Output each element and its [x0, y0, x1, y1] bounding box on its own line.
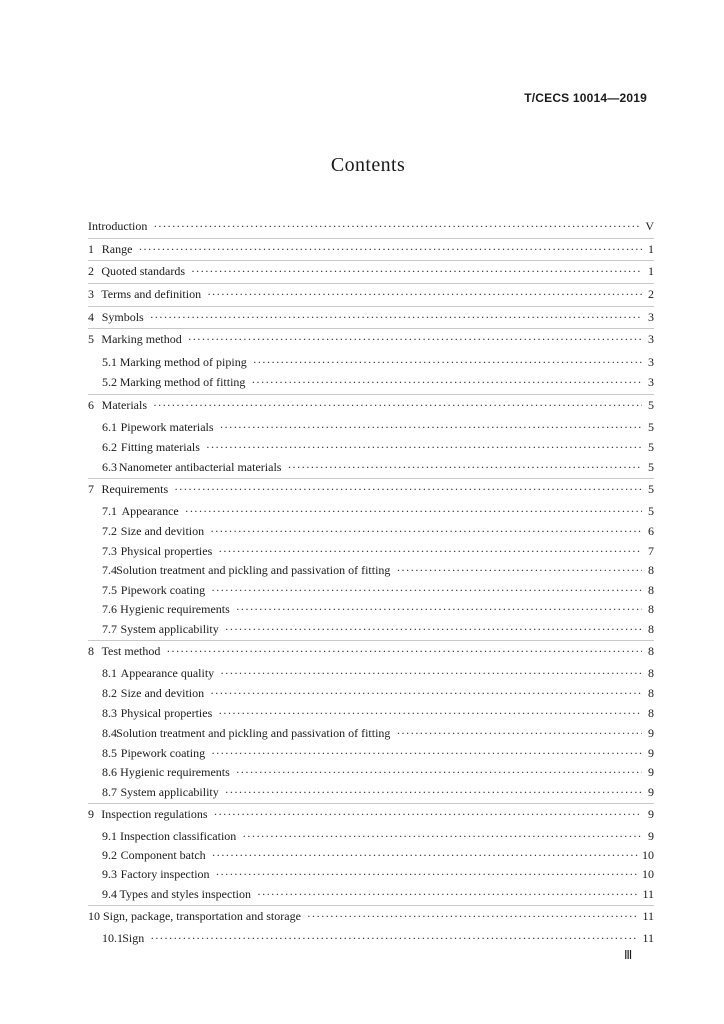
toc-entry-page: 11 — [642, 931, 654, 945]
toc-subentry[interactable] — [88, 745, 654, 761]
dot-leader — [287, 459, 642, 475]
toc-subentry[interactable] — [88, 725, 654, 741]
toc-subentry[interactable] — [88, 419, 654, 435]
dot-leader — [253, 354, 642, 370]
toc-subentry[interactable] — [88, 930, 654, 946]
toc-entry-page: 9 — [648, 785, 654, 799]
dot-leader — [150, 309, 642, 325]
toc-entry-number: 3 — [88, 287, 94, 301]
toc-entry[interactable] — [88, 241, 654, 257]
toc-entry-number: 8 — [88, 644, 94, 658]
toc-entry-label: Inspection regulations — [101, 807, 208, 821]
toc-subentry[interactable] — [88, 784, 654, 800]
toc-subentry[interactable] — [88, 847, 654, 863]
dot-leader — [396, 725, 642, 741]
toc-entry-page: 9 — [648, 726, 654, 740]
toc-entry-number: 9.3 — [102, 867, 117, 881]
toc-entry-number: 7.6 — [102, 602, 117, 616]
toc-entry-label: Test method — [101, 644, 161, 658]
toc-entry-label: Range — [101, 242, 133, 256]
toc-entry-number: 8.5 — [102, 746, 117, 760]
toc-entry-label: Solution treatment and pickling and passivation of fitting — [116, 726, 391, 740]
toc-entry-label: Nanometer antibacterial materials — [118, 460, 282, 474]
toc-entry-label: System applicability — [120, 622, 219, 636]
toc-subentry[interactable] — [88, 665, 654, 681]
toc-subentry[interactable] — [88, 503, 654, 519]
toc-entry-number: 9 — [88, 807, 94, 821]
dot-leader — [185, 503, 642, 519]
toc-entry-number: 7.5 — [102, 583, 117, 597]
toc-divider — [88, 328, 654, 329]
toc-entry-label: Pipework coating — [120, 746, 206, 760]
toc-divider — [88, 394, 654, 395]
toc-entry-label: Component batch — [120, 848, 206, 862]
toc-subentry[interactable] — [88, 354, 654, 370]
toc-entry-label: Types and styles inspection — [119, 887, 252, 901]
toc-entry-number: 5 — [88, 332, 94, 346]
toc-entry-page: 9 — [648, 807, 654, 821]
toc-entry-label: Physical properties — [120, 544, 213, 558]
toc-entry-label: Factory inspection — [120, 867, 210, 881]
toc-divider — [88, 283, 654, 284]
dot-leader — [207, 286, 642, 302]
toc-entry-number: 7.1 — [102, 504, 117, 518]
toc-entry-page: 8 — [648, 644, 654, 658]
toc-divider — [88, 238, 654, 239]
toc-entry-page: 7 — [648, 544, 654, 558]
toc-entry[interactable] — [88, 331, 654, 347]
toc-entry-page: V — [645, 219, 654, 233]
toc-entry-page: 5 — [648, 504, 654, 518]
toc-entry-page: 8 — [648, 666, 654, 680]
toc-entry-label: Requirements — [101, 482, 169, 496]
dot-leader — [257, 886, 638, 902]
toc-entry-page: 3 — [648, 375, 654, 389]
toc-subentry[interactable] — [88, 866, 654, 882]
toc-divider — [88, 905, 654, 906]
toc-entry-label: Terms and definition — [101, 287, 202, 301]
toc-entry-label: Pipework coating — [120, 583, 206, 597]
toc-entry-number: 7.3 — [102, 544, 117, 558]
toc-subentry[interactable] — [88, 374, 654, 390]
toc-entry-number: 1 — [88, 242, 94, 256]
toc-entry-page: 10 — [642, 867, 654, 881]
toc-entry-number: 6 — [88, 398, 94, 412]
toc-entry-label: Symbols — [101, 310, 144, 324]
toc-entry-page: 9 — [648, 746, 654, 760]
toc-entry-page: 8 — [648, 622, 654, 636]
toc-entry-page: 5 — [648, 482, 654, 496]
toc-entry-page: 3 — [648, 332, 654, 346]
dot-leader — [153, 218, 641, 234]
toc-divider — [88, 803, 654, 804]
toc-entry-number: 2 — [88, 264, 94, 278]
dot-leader — [218, 543, 642, 559]
toc-entry-page: 8 — [648, 706, 654, 720]
toc-entry-label: Sign, package, transportation and storage — [102, 909, 301, 923]
toc-entry-page: 3 — [648, 310, 654, 324]
page-folio: Ⅲ — [624, 948, 633, 962]
toc-entry-number: 8.1 — [102, 666, 117, 680]
toc-entry-number: 8.4 — [102, 726, 117, 740]
toc-entry-number: 8.7 — [102, 785, 117, 799]
toc-entry-page: 11 — [642, 909, 654, 923]
dot-leader — [210, 685, 642, 701]
toc-subentry[interactable] — [88, 523, 654, 539]
toc-subentry[interactable] — [88, 886, 654, 902]
dot-leader — [220, 419, 642, 435]
toc-entry-page: 2 — [648, 287, 654, 301]
toc-entry-number: 6.2 — [102, 440, 117, 454]
toc-entry-label: Hygienic requirements — [120, 765, 230, 779]
toc-entry-number: 7 — [88, 482, 94, 496]
toc-entry-label: Size and devition — [120, 686, 205, 700]
toc-entry[interactable] — [88, 481, 654, 497]
toc-entry-label: Hygienic requirements — [120, 602, 230, 616]
toc-entry-number: 5.1 — [102, 355, 117, 369]
toc-entry-label: Materials — [101, 398, 147, 412]
toc-entry-page: 8 — [648, 583, 654, 597]
toc-subentry[interactable] — [88, 601, 654, 617]
toc-entry-number: 8.6 — [102, 765, 117, 779]
toc-entry-page: 5 — [648, 398, 654, 412]
toc-entry-page: 9 — [648, 765, 654, 779]
toc-entry-label: Marking method of fitting — [119, 375, 246, 389]
dot-leader — [210, 523, 642, 539]
document-code: T/CECS 10014—2019 — [524, 91, 647, 105]
dot-leader — [166, 643, 642, 659]
dot-leader — [225, 621, 642, 637]
toc-entry-label: Sign — [122, 931, 145, 945]
toc-entry-page: 1 — [648, 264, 654, 278]
dot-leader — [138, 241, 642, 257]
dot-leader — [150, 930, 638, 946]
toc-entry-label: Appearance — [121, 504, 179, 518]
toc-entry-page: 10 — [642, 848, 654, 862]
toc-divider — [88, 306, 654, 307]
toc-entry-page: 8 — [648, 563, 654, 577]
toc-entry-number: 5.2 — [102, 375, 117, 389]
dot-leader — [236, 601, 642, 617]
dot-leader — [214, 806, 642, 822]
toc-entry-number: 8.2 — [102, 686, 117, 700]
toc-entry-label: Marking method of piping — [119, 355, 247, 369]
toc-entry-number: 10.1 — [102, 931, 123, 945]
toc-entry-label: System applicability — [120, 785, 219, 799]
toc-entry-number: 7.2 — [102, 524, 117, 538]
toc-subentry[interactable] — [88, 439, 654, 455]
toc-entry-label: Quoted standards — [101, 264, 186, 278]
toc-entry-number: 6.1 — [102, 420, 117, 434]
toc-entry-number: 4 — [88, 310, 94, 324]
dot-leader — [236, 764, 642, 780]
dot-leader — [191, 263, 642, 279]
toc-entry[interactable] — [88, 397, 654, 413]
toc-entry[interactable] — [88, 218, 654, 234]
toc-entry[interactable] — [88, 908, 654, 924]
toc-subentry[interactable] — [88, 685, 654, 701]
toc-entry-number: 8.3 — [102, 706, 117, 720]
toc-entry-number: 7.7 — [102, 622, 117, 636]
toc-subentry[interactable] — [88, 764, 654, 780]
toc-entry[interactable] — [88, 643, 654, 659]
toc-subentry[interactable] — [88, 828, 654, 844]
dot-leader — [212, 847, 638, 863]
toc-entry-number: 9.1 — [102, 829, 117, 843]
dot-leader — [188, 331, 642, 347]
toc-divider — [88, 260, 654, 261]
dot-leader — [396, 562, 642, 578]
toc-entry-page: 9 — [648, 829, 654, 843]
toc-entry[interactable] — [88, 286, 654, 302]
dot-leader — [174, 481, 642, 497]
toc-entry-label: Introduction — [88, 219, 148, 233]
toc-entry-page: 1 — [648, 242, 654, 256]
dot-leader — [225, 784, 642, 800]
dot-leader — [206, 439, 642, 455]
toc-divider — [88, 640, 654, 641]
toc-entry-number: 10 — [88, 909, 100, 923]
dot-leader — [251, 374, 642, 390]
toc-subentry[interactable] — [88, 543, 654, 559]
toc-subentry[interactable] — [88, 705, 654, 721]
toc-entry[interactable] — [88, 806, 654, 822]
toc-entry-number: 6.3 — [102, 460, 117, 474]
toc-entry-number: 7.4 — [102, 563, 117, 577]
toc-entry-page: 6 — [648, 524, 654, 538]
toc-entry-page: 5 — [648, 440, 654, 454]
toc-subentry[interactable] — [88, 621, 654, 637]
dot-leader — [242, 828, 642, 844]
dot-leader — [216, 866, 638, 882]
toc-entry-label: Fitting materials — [120, 440, 200, 454]
toc-entry-label: Pipework materials — [120, 420, 214, 434]
dot-leader — [211, 745, 642, 761]
toc-subentry[interactable] — [88, 459, 654, 475]
toc-divider — [88, 478, 654, 479]
dot-leader — [307, 908, 639, 924]
toc-entry-page: 5 — [648, 420, 654, 434]
toc-entry-page: 5 — [648, 460, 654, 474]
toc-subentry[interactable] — [88, 582, 654, 598]
dot-leader — [153, 397, 642, 413]
toc-entry-label: Marking method — [101, 332, 182, 346]
toc-entry-number: 9.2 — [102, 848, 117, 862]
toc-entry-page: 8 — [648, 686, 654, 700]
toc-entry-label: Size and devition — [120, 524, 205, 538]
toc-entry-number: 9.4 — [102, 887, 117, 901]
dot-leader — [211, 582, 642, 598]
dot-leader — [218, 705, 642, 721]
toc-entry-label: Inspection classification — [120, 829, 237, 843]
toc-entry[interactable] — [88, 309, 654, 325]
page-title: Contents — [330, 154, 406, 176]
toc-entry-page: 8 — [648, 602, 654, 616]
toc-entry-label: Appearance quality — [120, 666, 215, 680]
toc-entry-label: Physical properties — [120, 706, 213, 720]
toc-entry-label: Solution treatment and pickling and passivation of fitting — [116, 563, 391, 577]
toc-entry[interactable] — [88, 263, 654, 279]
toc-subentry[interactable] — [88, 562, 654, 578]
dot-leader — [220, 665, 642, 681]
toc-entry-page: 11 — [642, 887, 654, 901]
toc-entry-page: 3 — [648, 355, 654, 369]
